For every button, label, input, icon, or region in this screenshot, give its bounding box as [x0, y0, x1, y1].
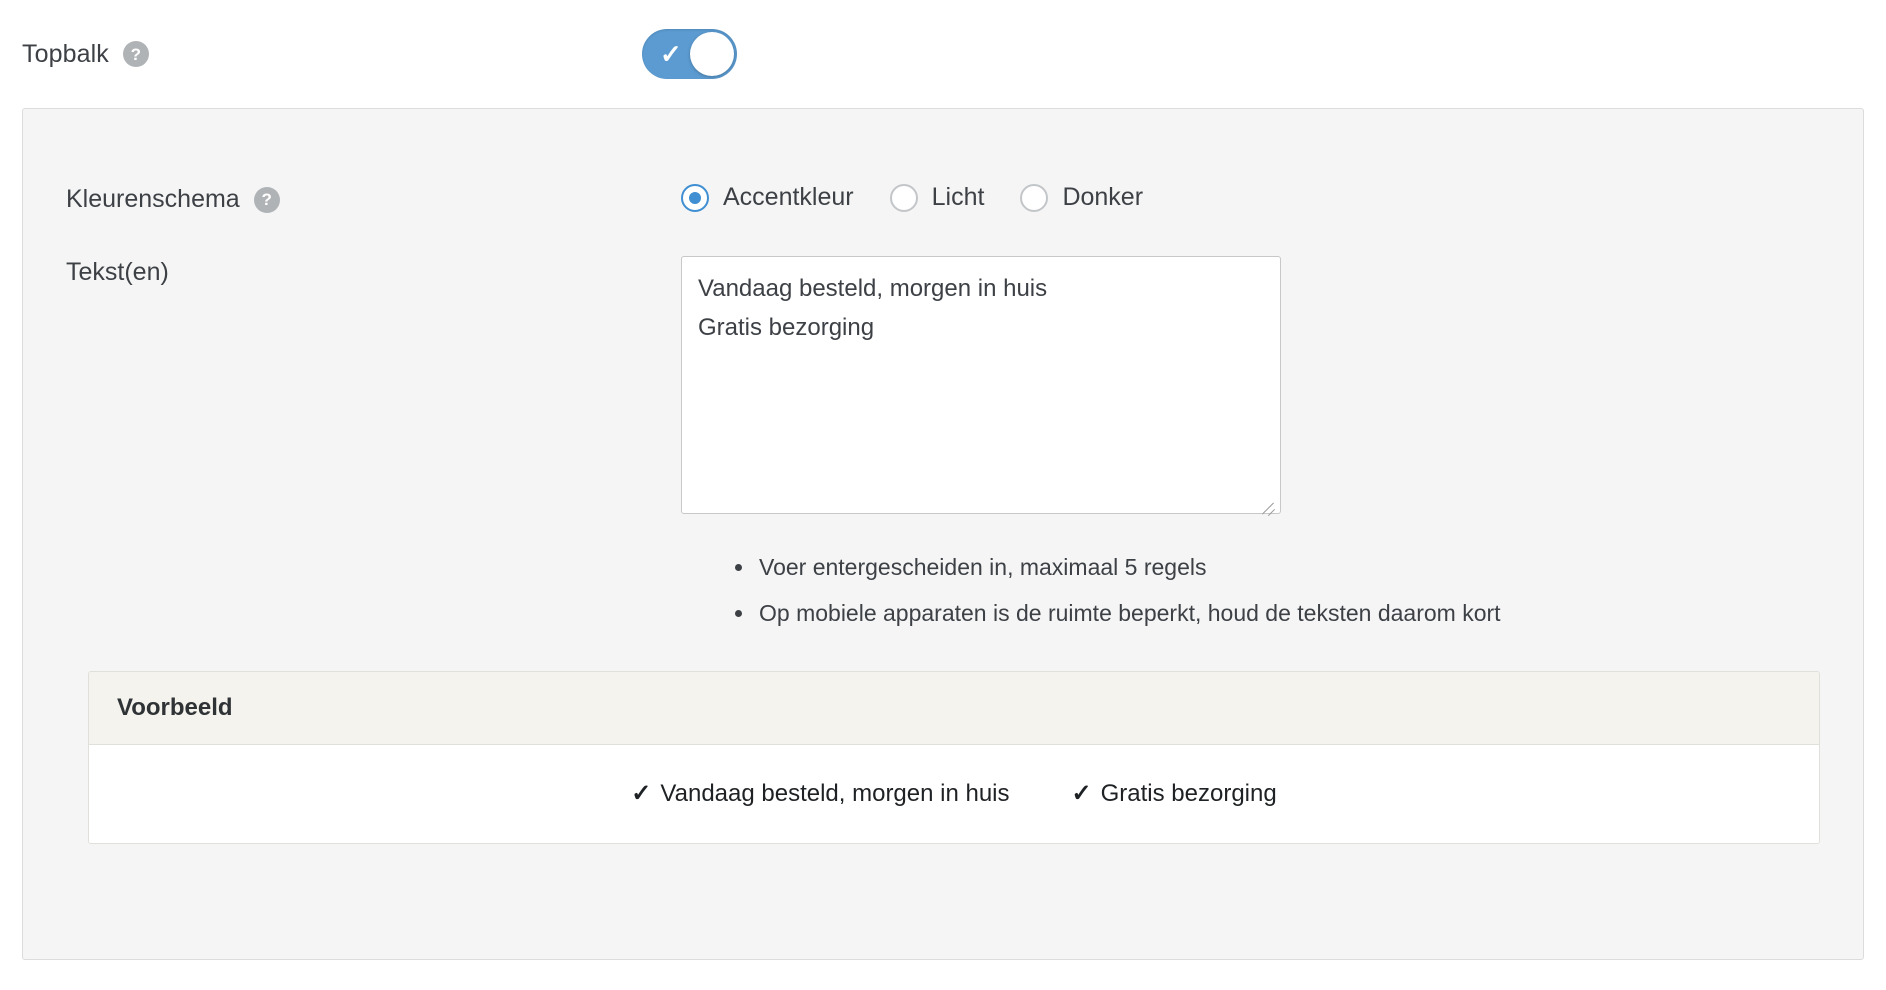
preview-item — [631, 779, 1009, 808]
preview-body — [89, 745, 1819, 843]
preview-item-label: Gratis bezorging — [1100, 779, 1277, 807]
texts-label-wrap — [66, 256, 681, 287]
color-scheme-label-wrap — [66, 183, 681, 214]
preview-title: Voorbeeld — [89, 672, 1819, 745]
help-icon[interactable]: ? — [123, 41, 149, 67]
list-item: Voer entergescheiden in, maximaal 5 regels — [735, 553, 1863, 583]
check-icon: ✓ — [1071, 780, 1092, 808]
radio-option-donker[interactable] — [1020, 183, 1143, 212]
list-item: Op mobiele apparaten is de ruimte beperkt, houd de teksten daarom kort — [735, 599, 1863, 629]
topbar-label: Topbalk — [22, 39, 109, 68]
preview-box — [88, 671, 1820, 844]
texts-textarea[interactable] — [681, 256, 1281, 514]
preview-items — [631, 779, 1276, 808]
texts-input-wrap — [681, 256, 1281, 519]
color-scheme-row — [23, 183, 1863, 214]
radio-label: Licht — [931, 183, 985, 211]
radio-label: Accentkleur — [723, 183, 854, 211]
topbar-toggle[interactable] — [642, 29, 737, 79]
radio-option-licht[interactable] — [890, 183, 985, 212]
texts-hints-list — [735, 553, 1863, 629]
topbar-label-wrap — [22, 40, 642, 69]
radio-option-accentkleur[interactable] — [681, 183, 854, 212]
color-scheme-radio-group — [681, 183, 1179, 212]
help-icon[interactable]: ? — [254, 187, 280, 213]
texts-label: Tekst(en) — [66, 258, 169, 286]
toggle-knob — [690, 32, 734, 76]
radio-circle-icon[interactable] — [890, 184, 918, 212]
radio-circle-icon[interactable] — [1020, 184, 1048, 212]
texts-row — [23, 256, 1863, 519]
color-scheme-label: Kleurenschema — [66, 185, 240, 213]
check-icon: ✓ — [631, 780, 652, 808]
radio-label: Donker — [1062, 183, 1144, 211]
preview-item-label: Vandaag besteld, morgen in huis — [660, 779, 1010, 807]
radio-circle-icon[interactable] — [681, 184, 709, 212]
preview-item — [1072, 779, 1277, 808]
check-icon: ✓ — [660, 39, 682, 69]
topbar-setting-row — [0, 0, 1886, 108]
topbar-settings-panel — [22, 108, 1864, 960]
